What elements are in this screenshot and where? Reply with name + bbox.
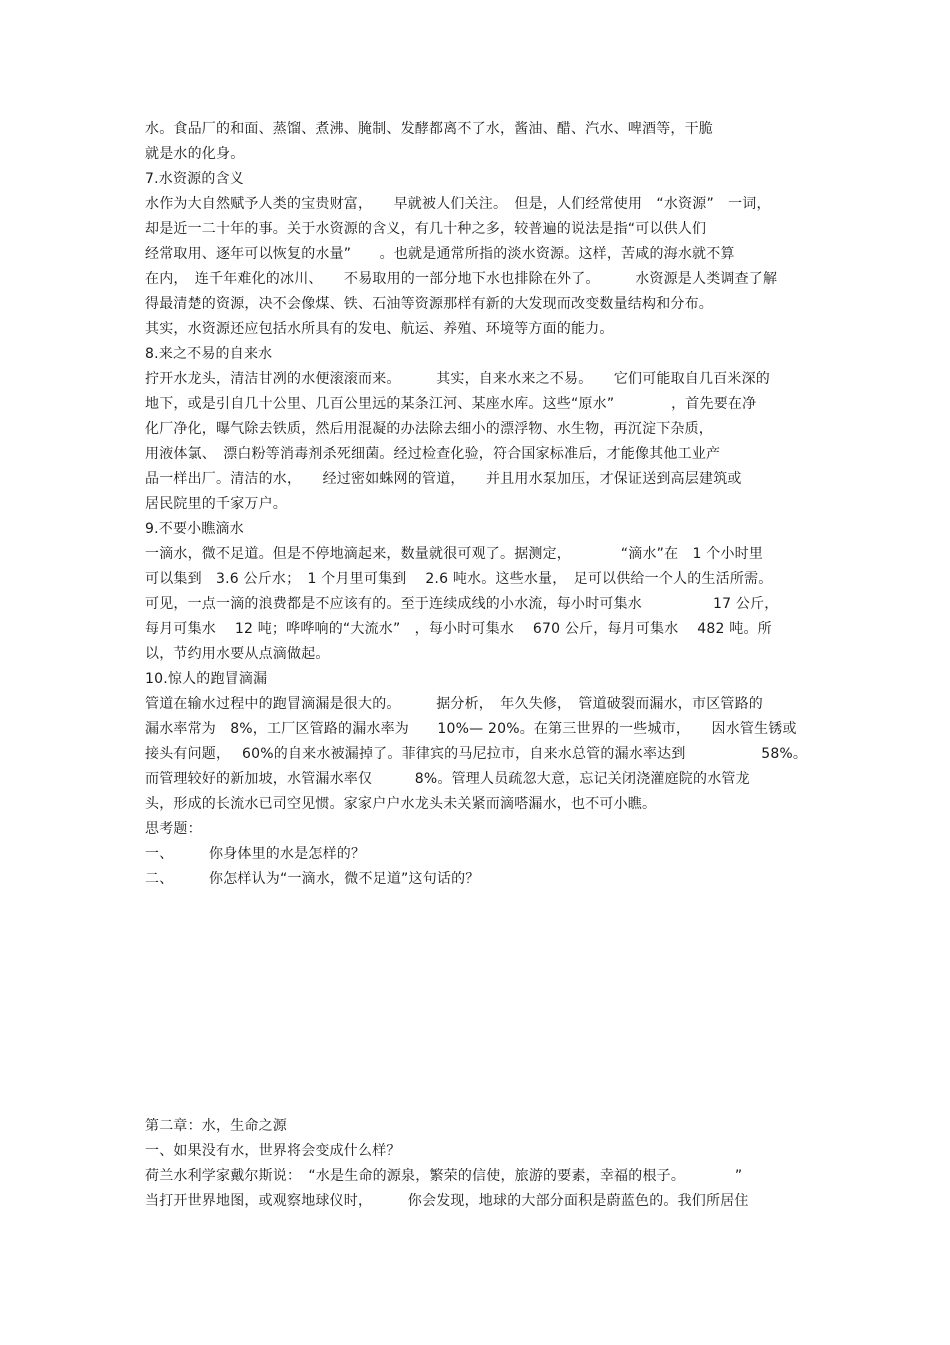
text-line: 水。食品厂的和面、蒸馏、煮沸、腌制、发酵都离不了水，酱油、醋、汽水、啤酒等，干脆 [145,121,713,137]
text-line: 可见，一点一滴的浪费都是不应该有的。至于连续成线的小水流，每小时可集水 17 公斤， [145,596,779,612]
section-heading: 7.水资源的含义 [145,171,244,187]
question-item: 二、 你怎样认为“一滴水，微不足道”这句话的？ [145,871,480,887]
text-line: 可以集到 3.6 公斤水； 1 个月里可集到 2.6 吨水。这些水量， 足可以供给一个人的生活所需。 [145,571,773,587]
text-line: 拧开水龙头，清洁甘冽的水便滚滚而来。 其实，自来水来之不易。 它们可能取自几百米深的 [145,371,770,387]
text-line: 得最清楚的资源，决不会像煤、铁、石油等资源那样有新的大发现而改变数量结构和分布。 [145,296,713,312]
section-heading: 9.不要小瞧滴水 [145,521,244,537]
text-line: 每月可集水 12 吨；哗哗响的“大流水” ，每小时可集水 670 公斤，每月可集水 482 吨。所 [145,621,772,637]
text-line: 而管理较好的新加坡，水管漏水率仅 8%。管理人员疏忽大意，忘记关闭浇灌庭院的水管龙 [145,771,750,787]
text-line: 一滴水，微不足道。但是不停地滴起来，数量就很可观了。据测定， “滴水”在 1 个小时里 [145,546,764,562]
text-line: 品一样出厂。清洁的水， 经过密如蛛网的管道， 并且用水泵加压，才保证送到高层建筑或 [145,471,742,487]
text-line: 就是水的化身。 [145,146,245,162]
text-line: 接头有问题， 60%的自来水被漏掉了。菲律宾的马尼拉市，自来水总管的漏水率达到 58%。 [145,746,808,762]
text-line: 漏水率常为 8%，工厂区管路的漏水率为 10%— 20%。在第三世界的一些城市， 因水管生锈或 [145,721,797,737]
text-line: 地下，或是引自几十公里、几百公里远的某条江河、某座水库。这些“原水” ，首先要在净 [145,396,757,412]
text-line: 荷兰水利学家戴尔斯说： “水是生命的源泉，繁荣的信使，旅游的要素，幸福的根子。 ” [145,1168,743,1184]
text-line: 居民院里的千家万户。 [145,496,287,512]
text-line: 化厂净化，曝气除去铁质，然后用混凝的办法除去细小的漂浮物、水生物，再沉淀下杂质， [145,421,713,437]
text-line: 其实，水资源还应包括水所具有的发电、航运、养殖、环境等方面的能力。 [145,321,614,337]
text-line: 头，形成的长流水已司空见惯。家家户户水龙头未关紧而滴嗒漏水，也不可小瞧。 [145,796,657,812]
text-line: 用液体氯、 漂白粉等消毒剂杀死细菌。经过检查化验，符合国家标准后，才能像其他工业产 [145,446,721,462]
text-line: 却是近一二十年的事。关于水资源的含义，有几十种之多，较普遍的说法是指“可以供人们 [145,221,707,237]
text-line: 管道在输水过程中的跑冒滴漏是很大的。 据分析， 年久失修， 管道破裂而漏水，市区管路的 [145,696,763,712]
text-line: 在内， 连千年难化的冰川、 不易取用的一部分地下水也排除在外了。 水资源是人类调查了解 [145,271,778,287]
text-line: 当打开世界地图，或观察地球仪时， 你会发现，地球的大部分面积是蔚蓝色的。我们所居住 [145,1193,749,1209]
section-heading: 10.惊人的跑冒滴漏 [145,671,268,687]
section-heading: 8.来之不易的自来水 [145,346,273,362]
text-line: 以，节约用水要从点滴做起。 [145,646,330,662]
chapter-heading: 第二章：水，生命之源 [145,1118,287,1134]
section-heading: 一、如果没有水，世界将会变成什么样？ [145,1143,401,1159]
text-line: 水作为大自然赋予人类的宝贵财富， 早就被人们关注。 但是，人们经常使用 “水资源” 一词， [145,196,771,212]
questions-heading: 思考题： [145,821,202,837]
question-item: 一、 你身体里的水是怎样的？ [145,846,366,862]
text-line: 经常取用、逐年可以恢复的水量” 。也就是通常所指的淡水资源。这样，苦咸的海水就不算 [145,246,735,262]
